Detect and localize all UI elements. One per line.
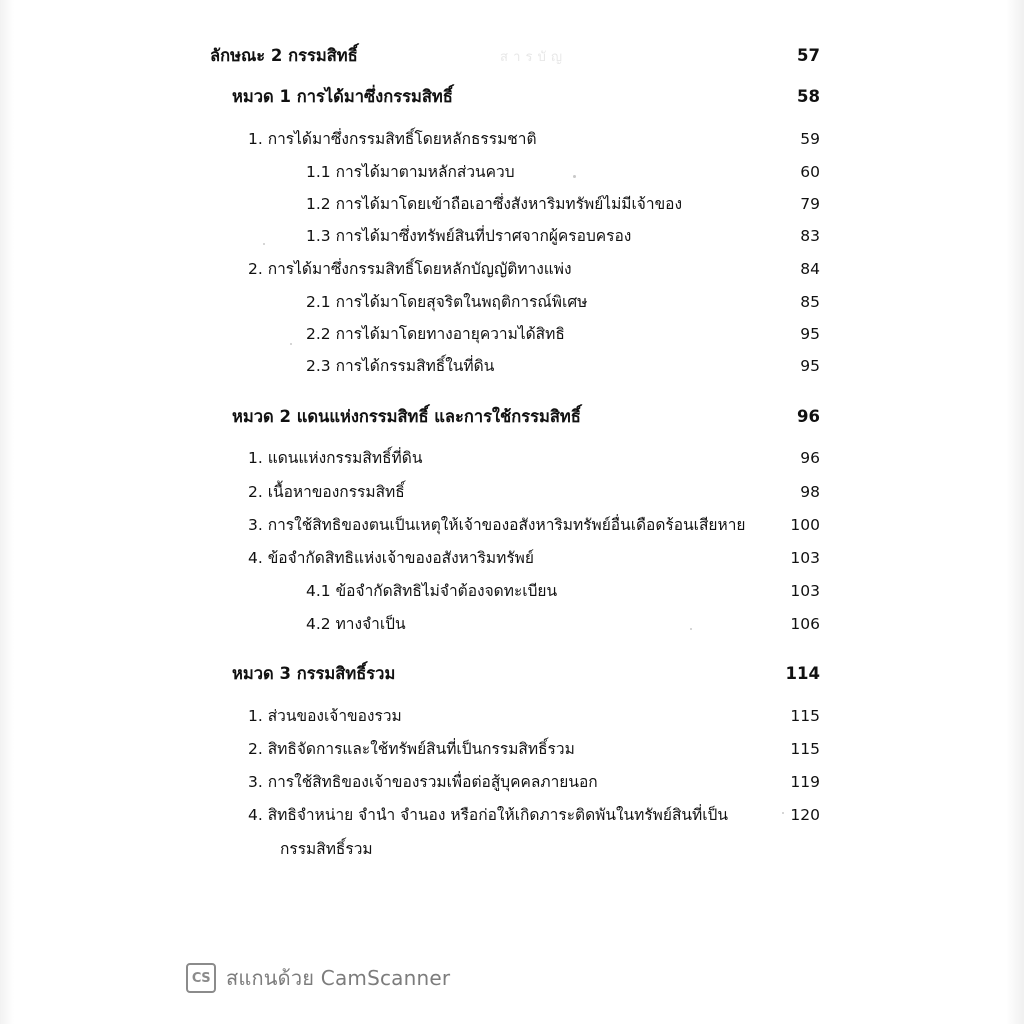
toc-entry-label: 1.2 การได้มาโดยเข้าถือเอาซึ่งสังหาริมทรัพย์ไม่มีเจ้าของ <box>306 195 683 213</box>
toc-entry-section[interactable] <box>210 662 820 687</box>
toc-entry-label: 3. การใช้สิทธิของตนเป็นเหตุให้เจ้าของอสังหาริมทรัพย์อื่นเดือดร้อนเสียหาย <box>248 515 746 534</box>
toc-entry-item[interactable] <box>210 514 820 537</box>
toc-entry-page: 119 <box>790 773 820 791</box>
page-edge-shadow-left <box>0 0 14 1024</box>
toc-entry-page: 57 <box>797 46 820 65</box>
toc-entry-label: กรรมสิทธิ์รวม <box>280 839 373 858</box>
toc-entry-chapter[interactable] <box>210 44 820 69</box>
toc-entry-item[interactable] <box>210 705 820 728</box>
toc-entry-label: 1. ส่วนของเจ้าของรวม <box>248 706 402 725</box>
toc-entry-page: 59 <box>800 129 820 148</box>
toc-entry-item[interactable] <box>210 481 820 504</box>
toc-entry-label: หมวด 1 การได้มาซึ่งกรรมสิทธิ์ <box>232 86 453 106</box>
toc-entry-item[interactable] <box>210 547 820 570</box>
toc-entry-page: 98 <box>800 482 820 501</box>
toc-entry-item[interactable] <box>210 258 820 281</box>
toc-entry-item[interactable] <box>210 447 820 470</box>
toc-entry-page: 85 <box>800 292 820 311</box>
toc-entry-page: 103 <box>790 549 820 567</box>
toc-entry-label: 1. การได้มาซึ่งกรรมสิทธิ์โดยหลักธรรมชาติ <box>248 129 537 148</box>
bleed-through-text: ส า ร บั ญ <box>500 50 563 65</box>
toc-entry-subitem[interactable] <box>210 355 820 378</box>
toc-entry-page: 114 <box>785 663 820 683</box>
toc-entry-page: 100 <box>790 515 820 534</box>
toc-entry-label: 1.1 การได้มาตามหลักส่วนควบ <box>306 162 515 181</box>
toc-entry-label: 4. ข้อจำกัดสิทธิแห่งเจ้าของอสังหาริมทรัพย์ <box>248 549 534 567</box>
toc-entry-page: 60 <box>800 162 820 181</box>
toc-entry-label: 2.2 การได้มาโดยทางอายุความได้สิทธิ <box>306 325 565 343</box>
toc-entry-subitem[interactable] <box>210 323 820 346</box>
toc-entry-page: 96 <box>800 449 820 468</box>
toc-entry-label: 2.3 การได้กรรมสิทธิ์ในที่ดิน <box>306 357 495 376</box>
toc-entry-page: 96 <box>797 406 820 426</box>
page-edge-shadow-right <box>1006 0 1024 1024</box>
toc-entry-label: 3. การใช้สิทธิของเจ้าของรวมเพื่อต่อสู้บุคคลภายนอก <box>248 773 598 791</box>
toc-entry-label: 4.2 ทางจำเป็น <box>306 614 406 633</box>
toc-entry-item[interactable] <box>210 128 820 151</box>
toc-entry-page: 95 <box>800 325 820 343</box>
toc-entry-page: 115 <box>790 739 820 758</box>
toc-entry-item[interactable] <box>210 804 820 827</box>
toc-entry-label: 2. การได้มาซึ่งกรรมสิทธิ์โดยหลักบัญญัติทางแพ่ง <box>248 259 572 278</box>
table-of-contents <box>210 44 820 870</box>
toc-entry-section[interactable] <box>210 405 820 430</box>
toc-entry-item[interactable] <box>210 738 820 761</box>
toc-entry-page: 103 <box>790 582 820 601</box>
toc-entry-label: หมวด 2 แดนแห่งกรรมสิทธิ์ และการใช้กรรมสิทธิ์ <box>232 406 581 426</box>
toc-entry-page: 120 <box>790 806 820 825</box>
toc-entry-subitem[interactable] <box>210 193 820 216</box>
camscanner-label: สแกนด้วย CamScanner <box>226 966 451 990</box>
toc-entry-page: 84 <box>800 259 820 278</box>
toc-entry-page: 79 <box>800 195 820 213</box>
toc-entry-subitem[interactable] <box>210 291 820 314</box>
toc-entry-label: ลักษณะ 2 กรรมสิทธิ์ <box>210 46 358 65</box>
toc-entry-label: 2. เนื้อหาของกรรมสิทธิ์ <box>248 482 405 501</box>
toc-entry-subitem[interactable] <box>210 580 820 603</box>
toc-entry-label: 1.3 การได้มาซึ่งทรัพย์สินที่ปราศจากผู้ครอบครอง <box>306 227 632 246</box>
toc-entry-subitem[interactable] <box>210 225 820 248</box>
toc-entry-label: หมวด 3 กรรมสิทธิ์รวม <box>232 663 396 683</box>
toc-entry-section[interactable] <box>210 85 820 110</box>
toc-entry-page: 83 <box>800 227 820 246</box>
toc-entry-subitem[interactable] <box>210 161 820 184</box>
camscanner-badge-icon: CS <box>186 963 216 993</box>
toc-entry-page: 58 <box>797 86 820 106</box>
toc-entry-continuation <box>210 838 820 861</box>
toc-entry-label: 1. แดนแห่งกรรมสิทธิ์ที่ดิน <box>248 449 423 468</box>
toc-entry-label: 2.1 การได้มาโดยสุจริตในพฤติการณ์พิเศษ <box>306 292 588 311</box>
toc-entry-item[interactable] <box>210 771 820 794</box>
toc-entry-subitem[interactable] <box>210 613 820 636</box>
toc-entry-label: 2. สิทธิจัดการและใช้ทรัพย์สินที่เป็นกรรมสิทธิ์รวม <box>248 739 575 758</box>
camscanner-watermark <box>186 962 450 994</box>
toc-entry-page: 115 <box>790 706 820 725</box>
toc-entry-page: 95 <box>800 357 820 376</box>
toc-entry-page: 106 <box>790 614 820 633</box>
toc-entry-label: 4. สิทธิจำหน่าย จำนำ จำนอง หรือก่อให้เกิดภาระติดพันในทรัพย์สินที่เป็น <box>248 806 728 825</box>
toc-entry-label: 4.1 ข้อจำกัดสิทธิไม่จำต้องจดทะเบียน <box>306 582 558 601</box>
